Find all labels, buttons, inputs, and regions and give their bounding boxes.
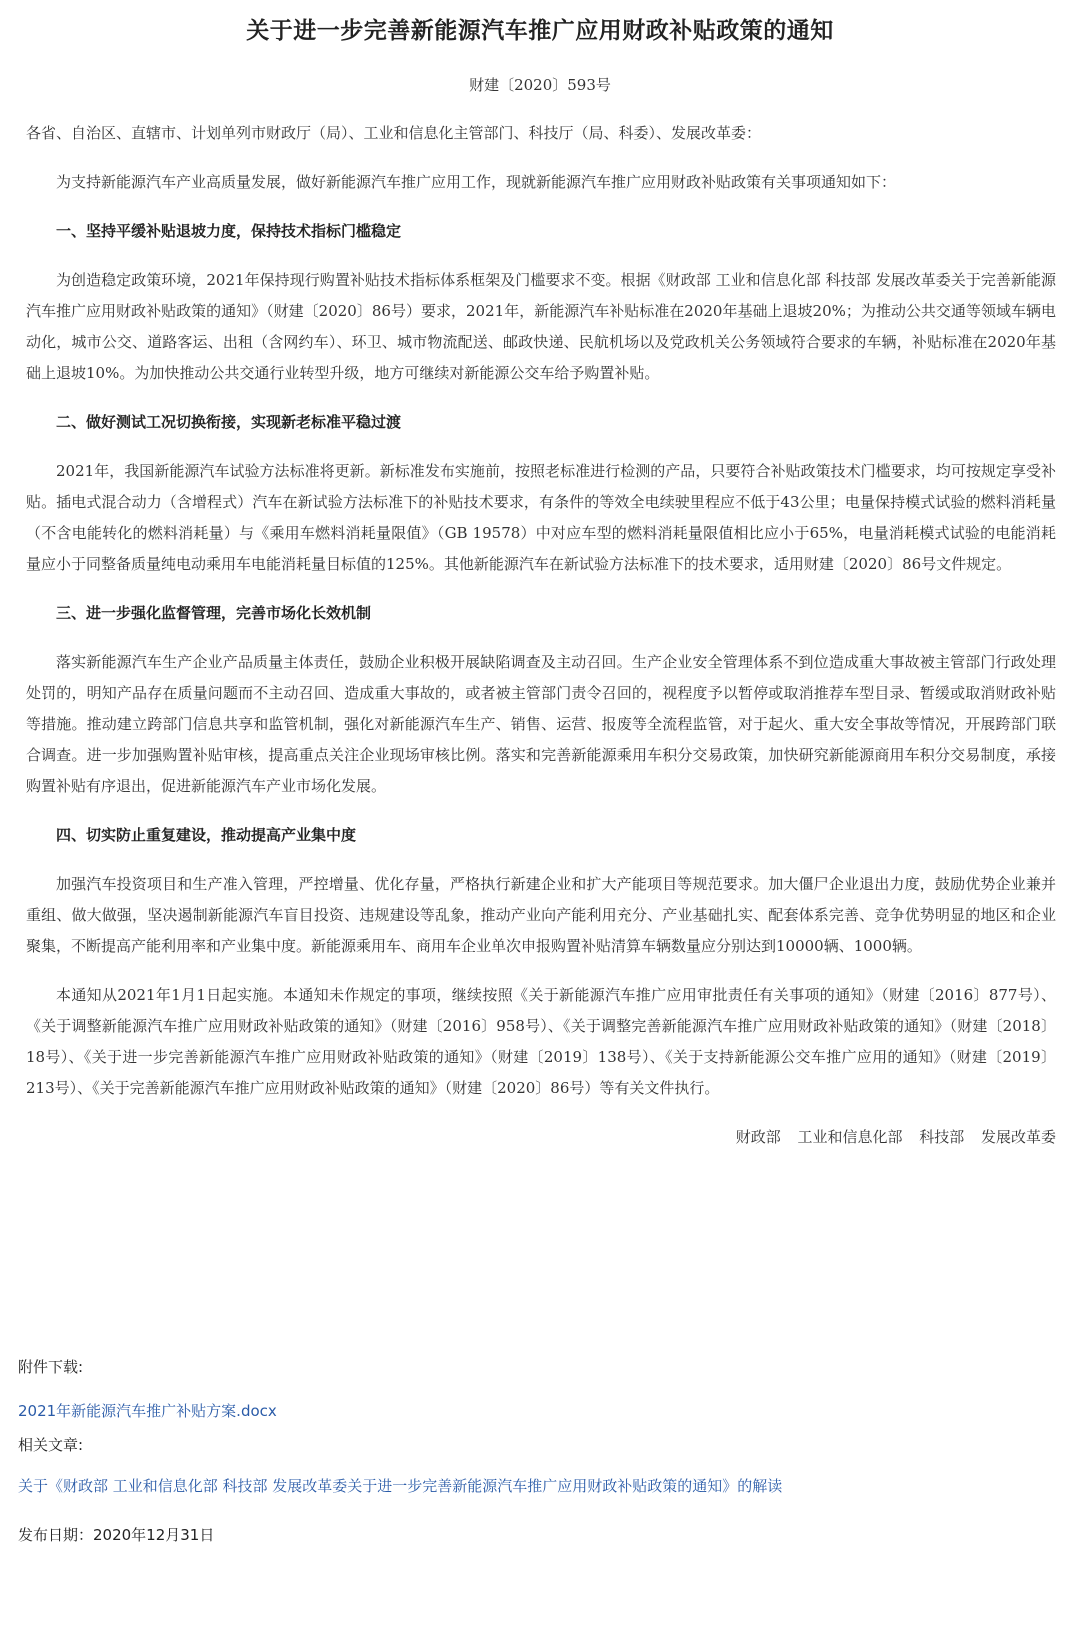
section-heading-4: 四、切实防止重复建设，推动提高产业集中度 — [56, 826, 357, 844]
closing-paragraph: 本通知从2021年1月1日起实施。本通知未作规定的事项，继续按照《关于新能源汽车推广应用审批责任有关事项的通知》（财建〔2016〕877号）、《关于调整新能源汽车推广应用财政补贴政策的通知》（财建〔2016〕958号）、《关于调整完善新能源汽车推广应用财政补贴政策的通知》（财建〔2018〕18号）、《关于进一步完善新能源汽车推广应用财政补贴政策的通知》（财建〔2019〕138号）、《关于支持新能源公交车推广应用的通知》（财建〔2019〕213号）、《关于完善新能源汽车推广应用财政补贴政策的通知》（财建〔2020〕86号）等有关文件执行。 — [26, 986, 1056, 1097]
related-articles-label: 相关文章: — [18, 1436, 84, 1454]
section-heading-3: 三、进一步强化监督管理，完善市场化长效机制 — [56, 604, 372, 622]
section-heading-1: 一、坚持平缓补贴退坡力度，保持技术指标门槛稳定 — [56, 222, 402, 240]
addressee: 各省、自治区、直辖市、计划单列市财政厅（局）、工业和信息化主管部门、科技厅（局、科委）、发展改革委： — [26, 124, 762, 142]
section-body-3: 落实新能源汽车生产企业产品质量主体责任，鼓励企业积极开展缺陷调查及主动召回。生产企业安全管理体系不到位造成重大事故被主管部门行政处理处罚的，明知产品存在质量问题而不主动召回、造成重大事故的，或者被主管部门责令召回的，视程度予以暂停或取消推荐车型目录、暂缓或取消财政补贴等措施。推动建立跨部门信息共享和监管机制，强化对新能源汽车生产、销售、运营、报废等全流程监管，对于起火、重大安全事故等情况，开展跨部门联合调查。进一步加强购置补贴审核，提高重点关注企业现场审核比例。落实和完善新能源乘用车积分交易政策，加快研究新能源商用车积分交易制度，承接购置补贴有序退出，促进新能源汽车产业市场化发展。 — [26, 653, 1056, 795]
attachment-label: 附件下载: — [18, 1358, 84, 1376]
section-body-4: 加强汽车投资项目和生产准入管理，严控增量、优化存量，严格执行新建企业和扩大产能项目等规范要求。加大僵尸企业退出力度，鼓励优势企业兼并重组、做大做强，坚决遏制新能源汽车盲目投资、违规建设等乱象，推动产业向产能利用充分、产业基础扎实、配套体系完善、竞争优势明显的地区和企业聚集，不断提高产能利用率和产业集中度。新能源乘用车、商用车企业单次申报购置补贴清算车辆数量应分别达到10000辆、1000辆。 — [26, 875, 1056, 955]
document-number: 财建〔2020〕593号 — [469, 76, 611, 94]
document-title: 关于进一步完善新能源汽车推广应用财政补贴政策的通知 — [246, 17, 834, 44]
attachment-download-link[interactable]: 2021年新能源汽车推广补贴方案.docx — [18, 1402, 277, 1420]
signatories: 财政部 工业和信息化部 科技部 发展改革委 — [735, 1128, 1056, 1146]
section-heading-2: 二、做好测试工况切换衔接，实现新老标准平稳过渡 — [56, 413, 402, 431]
section-body-2: 2021年，我国新能源汽车试验方法标准将更新。新标准发布实施前，按照老标准进行检测的产品，只要符合补贴政策技术门槛要求，均可按规定享受补贴。插电式混合动力（含增程式）汽车在新试验方法标准下的补贴技术要求，有条件的等效全电续驶里程应不低于43公里；电量保持模式试验的燃料消耗量（不含电能转化的燃料消耗量）与《乘用车燃料消耗量限值》（GB 19578）中对应车型的燃料消耗量限值相比应小于65%，电量消耗模式试验的电能消耗量应小于同整备质量纯电动乘用车电能消耗量目标值的125%。其他新能源汽车在新试验方法标准下的技术要求，适用财建〔2020〕86号文件规定。 — [26, 462, 1056, 573]
publish-date: 发布日期：2020年12月31日 — [18, 1526, 215, 1544]
section-body-1: 为创造稳定政策环境，2021年保持现行购置补贴技术指标体系框架及门槛要求不变。根据《财政部 工业和信息化部 科技部 发展改革委关于完善新能源汽车推广应用财政补贴政策的通知》（财建〔2020〕86号）要求，2021年，新能源汽车补贴标准在2020年基础上退坡20%；为推动公共交通等领域车辆电动化，城市公交、道路客运、出租（含网约车）、环卫、城市物流配送、邮政快递、民航机场以及党政机关公务领域符合要求的车辆，补贴标准在2020年基础上退坡10%。为加快推动公共交通行业转型升级，地方可继续对新能源公交车给予购置补贴。 — [26, 271, 1056, 382]
related-article-link[interactable]: 关于《财政部 工业和信息化部 科技部 发展改革委关于进一步完善新能源汽车推广应用财政补贴政策的通知》的解读 — [18, 1477, 783, 1495]
document-body — [26, 118, 1056, 1171]
intro-paragraph: 为支持新能源汽车产业高质量发展，做好新能源汽车推广应用工作，现就新能源汽车推广应用财政补贴政策有关事项通知如下： — [56, 173, 897, 191]
